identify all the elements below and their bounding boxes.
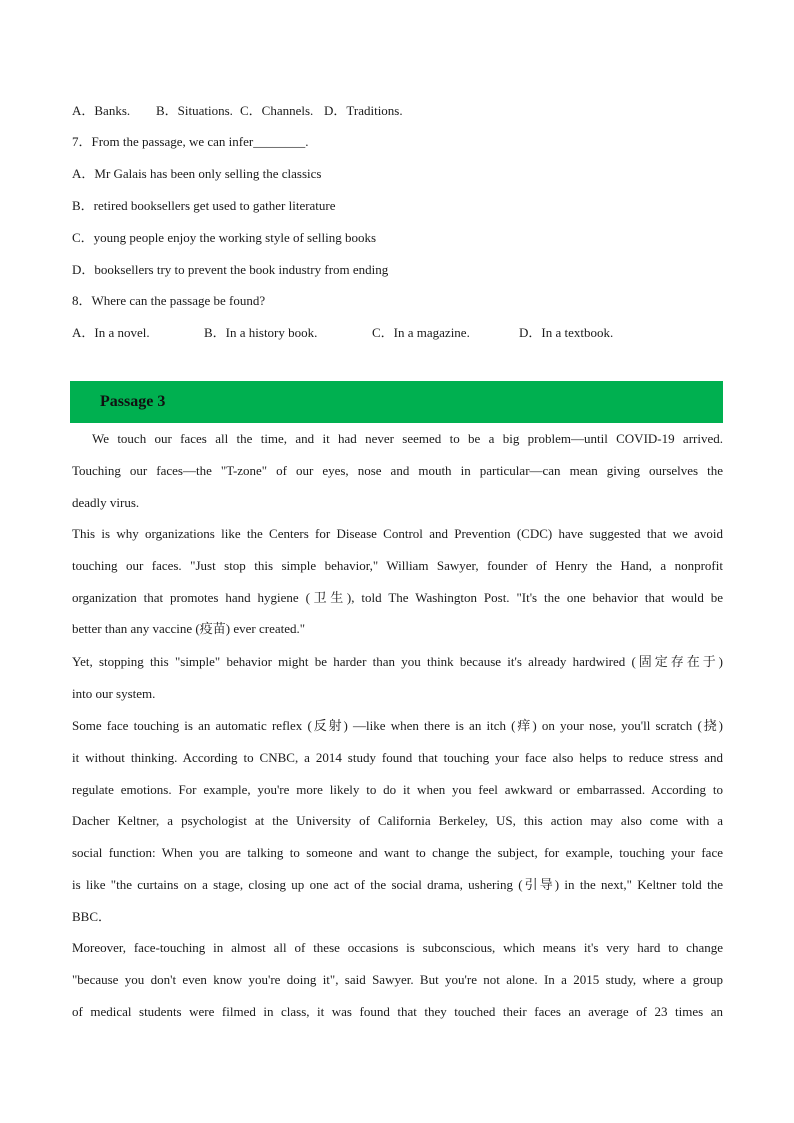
text-line: organization that promotes hand hygiene (卫生), told The Washington Post. "It's the one behavior that would be <box>72 589 723 605</box>
passage3-title: Passage 3 <box>100 393 166 410</box>
q6-option-a: A．Banks. <box>72 103 131 118</box>
q7-stem: 7．From the passage, we can infer________. <box>72 134 309 149</box>
text-line: Some face touching is an automatic reflex (反射) —like when there is an itch (痒) on your nose, you'll scratch (挠) <box>72 718 723 733</box>
q6-option-c: C．Channels. <box>240 103 314 118</box>
text-line: deadly virus. <box>72 494 140 510</box>
passage3-paragraph-5 <box>72 932 723 1027</box>
q8-option-a: A．In a novel. <box>72 325 150 340</box>
q8-option-d: D．In a textbook. <box>519 325 614 340</box>
text-line: is like "the curtains on a stage, closing up one act of the social drama, ushering (引导) in the next," Keltner told the <box>72 876 723 892</box>
q8-options <box>72 325 613 341</box>
text-line: better than any vaccine (疫苗) ever created." <box>72 621 306 637</box>
text-line: Yet, stopping this "simple" behavior might be harder than you think because it's already hardwired (固定存在于) <box>72 654 723 669</box>
passage3-paragraph-4 <box>72 710 723 933</box>
text-line: regulate emotions. For example, you're more likely to do it when you feel awkward or embarrassed. According to <box>72 781 723 797</box>
text-line: BBC． <box>72 908 112 924</box>
text-line: This is why organizations like the Centers for Disease Control and Prevention (CDC) have suggested that we avoid <box>72 526 723 541</box>
q8-stem: 8．Where can the passage be found? <box>72 293 266 308</box>
text-line: Touching our faces—the "T-zone" of our eyes, nose and mouth in particular—can mean giving ourselves the <box>72 462 723 478</box>
q7-option-c: C．young people enjoy the working style of selling books <box>72 230 377 245</box>
text-line: into our system. <box>72 685 156 701</box>
q6-option-b: B．Situations. <box>156 103 233 118</box>
q8-option-b: B．In a history book. <box>204 325 318 340</box>
text-line: touching our faces. "Just stop this simple behavior," William Sawyer, founder of Henry the Hand, a nonprofit <box>72 557 723 573</box>
text-line: of medical students were filmed in class, it was found that they touched their faces an average of 23 times an <box>72 1003 723 1019</box>
passage3-banner <box>70 381 723 423</box>
passage3-paragraph-3 <box>72 646 723 710</box>
q8-option-c: C．In a magazine. <box>372 325 470 340</box>
q7-option-a: A．Mr Galais has been only selling the classics <box>72 166 322 181</box>
q7-option-b: B．retired booksellers get used to gather literature <box>72 198 336 213</box>
text-line: We touch our faces all the time, and it had never seemed to be a big problem—until COVID-19 arrived. <box>92 431 723 446</box>
q7-option-d: D．booksellers try to prevent the book industry from ending <box>72 262 389 277</box>
text-line: "because you don't even know you're doing it", said Sawyer. But you're not alone. In a 2015 study, where a group <box>72 971 723 987</box>
q6-option-d: D．Traditions. <box>324 103 403 118</box>
text-line: social function: When you are talking to someone and want to change the subject, for example, touching your face <box>72 845 723 861</box>
passage3-paragraph-1 <box>72 423 723 518</box>
q6-options <box>72 103 403 119</box>
text-line: Dacher Keltner, a psychologist at the University of California Berkeley, US, this action may also come with a <box>72 813 723 829</box>
passage3-paragraph-2 <box>72 518 723 645</box>
text-line: Moreover, face-touching in almost all of these occasions is subconscious, which means it's very hard to change <box>72 940 723 955</box>
text-line: it without thinking. According to CNBC, a 2014 study found that touching your face also helps to reduce stress and <box>72 749 723 765</box>
